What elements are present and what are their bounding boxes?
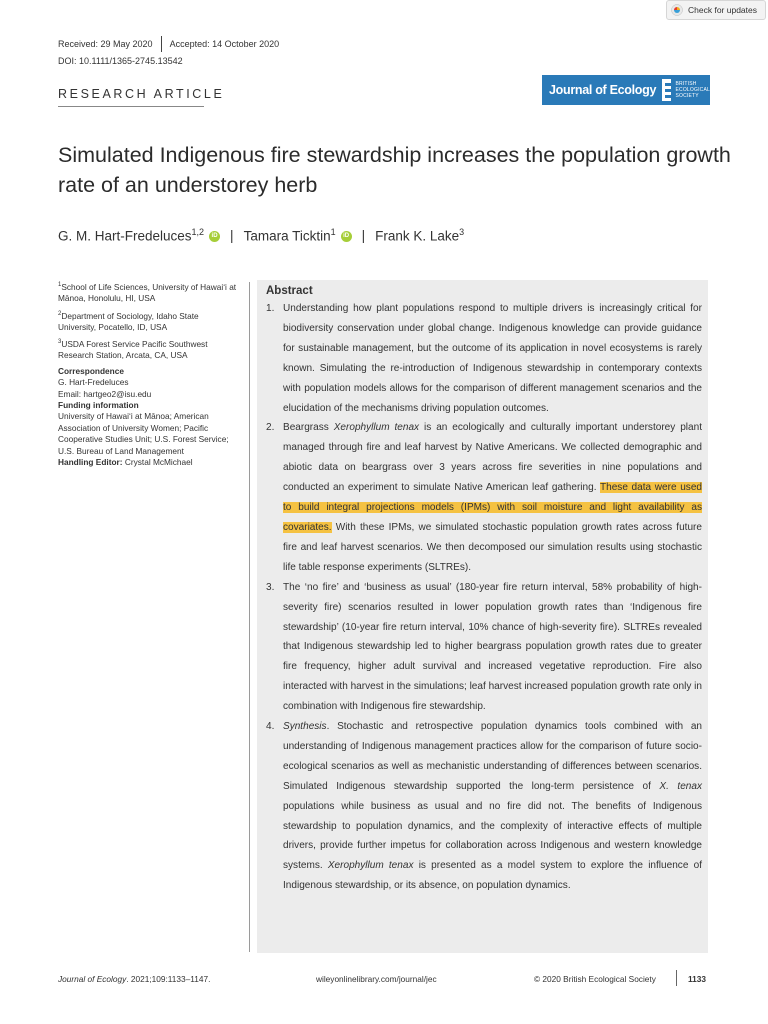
- abstract-item-number: 4.: [266, 721, 275, 733]
- abstract-text: populations while business as usual and no fire did not. The benefits of Indigenous stewardship to population dynamics, and the complexity of interactive effects of multiple drivers, provide further impetus for collaboration across Indigenous and western knowledge systems.: [283, 800, 702, 872]
- author-name: G. M. Hart-Fredeluces: [58, 228, 192, 244]
- species-name: Xerophyllum tenax: [333, 422, 420, 434]
- abstract-text: . Stochastic and retrospective population dynamics tools combined with an understanding of Indigenous management practices allow for the comparison of future socio-ecological scenarios as well as mechanistic understanding of differences between scenarios. Simulated Indigenous stewardship supported the long-term persistence of: [283, 721, 702, 792]
- affiliation: [58, 309, 238, 334]
- abstract-item-number: 3.: [266, 581, 275, 593]
- check-for-updates-label: Check for updates: [688, 5, 757, 15]
- society-name-line: BRITISH: [675, 81, 697, 87]
- orcid-icon[interactable]: iD: [341, 231, 352, 242]
- author-affiliation-sup: 3: [459, 227, 465, 237]
- abstract-item: [266, 299, 702, 418]
- abstract-text: The ‘no fire’ and ‘business as usual’ (180-year fire return interval, 58% probability of high-severity fire) scenarios resulted in lower population growth rates than ‘Indigenous fire stewardship’ (10-year fire return interval, 10% chance of high-severity fire). SLTREs revealed that Indigenous stewardship led to higher beargrass population growth rates due to greater fire frequency, higher adult survival and increased vegetative reproduction. Fire also interacted with harvest in the simulations; leaf harvest increased population growth rate only in combination with Indigenous fire stewardship.: [283, 581, 702, 713]
- author-separator: |: [361, 227, 366, 243]
- footer-url[interactable]: wileyonlinelibrary.com/journal/jec: [316, 974, 437, 984]
- footer-separator: [676, 970, 677, 986]
- abstract-box: [257, 280, 708, 953]
- handling-editor-name: Crystal McMichael: [124, 456, 193, 467]
- check-for-updates-button[interactable]: [666, 0, 766, 20]
- author[interactable]: [375, 227, 464, 244]
- author-name: Tamara Ticktin: [243, 228, 331, 244]
- abstract-item: [266, 418, 702, 577]
- footer-copyright: © 2020 British Ecological Society: [534, 974, 656, 984]
- abstract-text: With these IPMs, we simulated stochastic population growth rates across future fire and leaf harvest scenarios. We then decomposed our simulation results using stochastic life table response experiments (SLTREs).: [283, 521, 702, 573]
- author[interactable]: [58, 227, 220, 244]
- author[interactable]: [244, 227, 352, 244]
- article-type-rule: [58, 106, 204, 107]
- abstract-text: Understanding how plant populations respond to multiple drivers is increasingly critical for biodiversity conservation under global change. Indigenous knowledge can provide guidance for sustainable management, but the outcome of its application in novel ecosystems is rarely known. Simulating the re-introduction of Indigenous stewardship in contemporary contexts with population models allows for the comparison of different management scenarios and the elucidation of the mechanisms driving population outcomes.: [283, 303, 702, 414]
- funding-text: University of Hawaiʻi at Mānoa; American Association of University Women; Pacific Cooperative Studies Unit; U.S. Forest Service; U.S. Bureau of Land Management: [58, 411, 229, 456]
- abstract-list: [266, 299, 702, 896]
- affiliation-text: USDA Forest Service Pacific Southwest Research Station, Arcata, CA, USA: [58, 338, 208, 361]
- funding-block: [58, 400, 238, 457]
- author-separator: |: [230, 227, 234, 243]
- correspondence-name: G. Hart-Fredeluces: [58, 377, 129, 388]
- footer-citation-detail: . 2021;109:1133–1147.: [126, 974, 211, 984]
- affiliation: [58, 280, 238, 305]
- abstract-text: Beargrass: [283, 422, 334, 434]
- affiliation-text: Department of Sociology, Idaho State University, Pocatello, ID, USA: [58, 310, 199, 332]
- abstract-item-number: 2.: [266, 422, 275, 434]
- abstract-item-number: 1.: [266, 303, 275, 314]
- affiliation-sup: 1: [58, 282, 62, 288]
- dates-separator: [161, 36, 162, 52]
- affiliation-text: School of Life Sciences, University of Hawaiʻi at Mānoa, Honolulu, HI, USA: [58, 281, 237, 304]
- abstract-text: is presented as a model system to explore the influence of Indigenous stewardship, or its absence, on population dynamics.: [283, 860, 702, 892]
- abstract-item: [266, 717, 702, 896]
- correspondence-block: [58, 366, 238, 400]
- author-affiliation-sup: 1,2: [191, 227, 205, 237]
- handling-editor: [58, 457, 238, 468]
- check-for-updates-icon: [671, 4, 683, 16]
- correspondence-heading: Correspondence: [58, 365, 124, 376]
- abstract-item: [266, 578, 702, 717]
- species-name: Xerophyllum tenax: [327, 860, 414, 872]
- handling-editor-block: [58, 457, 238, 468]
- synthesis-label: Synthesis: [283, 721, 327, 733]
- society-name: [671, 81, 710, 99]
- society-logo-icon: [662, 79, 672, 101]
- page-number: 1133: [688, 974, 706, 984]
- footer-citation: [58, 974, 210, 984]
- society-name-line: ECOLOGICAL: [675, 87, 710, 93]
- doi[interactable]: DOI: 10.1111/1365-2745.13542: [58, 56, 183, 66]
- society-name-line: SOCIETY: [675, 93, 699, 99]
- affiliation: [58, 337, 238, 362]
- abstract-text: is an ecologically and culturally important understorey plant managed through fire and leaf harvest by Native Americans. We collected demographic and abiotic data on beargrass over 3 years across fire severities in nine populations and conducted an experiment to simulate Native American leaf gathering.: [283, 422, 702, 494]
- handling-editor-label: Handling Editor:: [58, 456, 123, 467]
- author-list: [58, 227, 464, 244]
- abstract-heading: Abstract: [266, 285, 313, 297]
- journal-logo[interactable]: [542, 75, 710, 105]
- affiliation-sup: 2: [58, 310, 62, 317]
- article-title: Simulated Indigenous fire stewardship increases the population growth rate of an understorey herb: [58, 143, 731, 197]
- received-date: Received: 29 May 2020: [58, 39, 153, 49]
- funding-heading: Funding information: [58, 399, 139, 410]
- accepted-date: Accepted: 14 October 2020: [169, 39, 280, 49]
- species-name: X. tenax: [659, 780, 702, 792]
- correspondence-email[interactable]: Email: hartgeo2@isu.edu: [58, 388, 152, 399]
- author-name: Frank K. Lake: [375, 228, 460, 244]
- article-dates: [58, 36, 279, 52]
- footer-journal-name: Journal of Ecology: [58, 974, 127, 984]
- affiliation-sup: 3: [58, 339, 62, 346]
- author-affiliation-sup: 1: [330, 227, 336, 237]
- column-divider: [249, 282, 250, 952]
- orcid-icon[interactable]: iD: [209, 231, 220, 242]
- highlighted-text[interactable]: These data were used to build integral projections models (IPMs) with soil moisture and light availability as covariates.: [283, 482, 702, 533]
- article-sidebar: [58, 280, 238, 468]
- article-type: RESEARCH ARTICLE: [58, 87, 225, 101]
- journal-logo-name: Journal of Ecology: [549, 83, 657, 97]
